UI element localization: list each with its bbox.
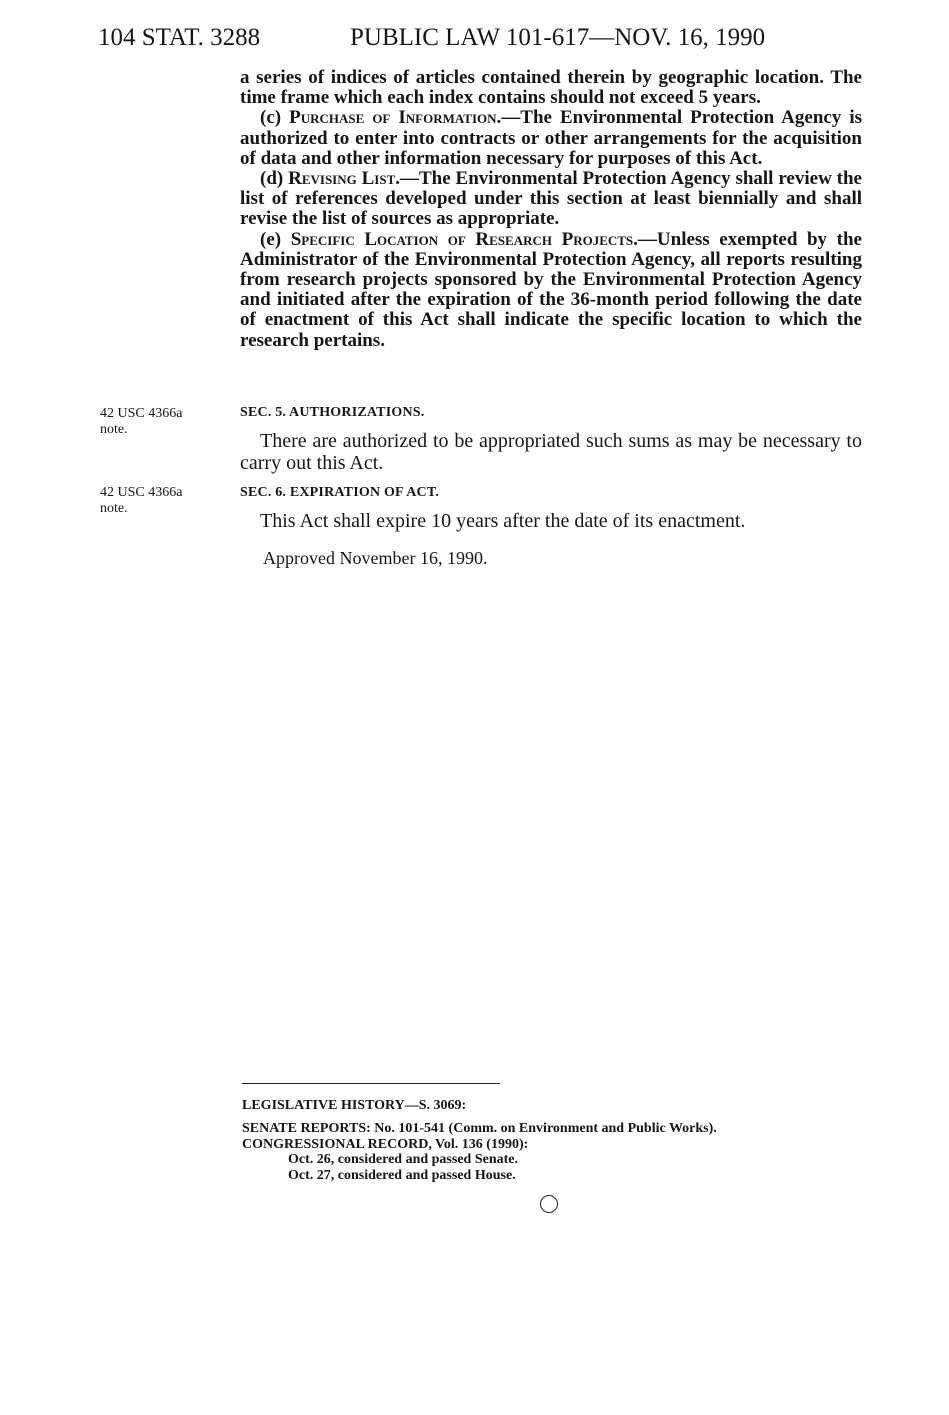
history-entry: Oct. 26, considered and passed Senate. (288, 1152, 518, 1167)
legislative-history-details (242, 1121, 717, 1183)
continued-paragraph: a series of indices of articles contained therein by geographic location. The time frame which each index contains should not exceed 5 years. (240, 67, 862, 109)
legislative-history-title: LEGISLATIVE HISTORY—S. 3069: (242, 1098, 467, 1113)
subsection-e: (e) Specific Location of Research Projects.—Unless exempted by the Administrator of the Environmental Protection Agency, all reports resulting from research projects sponsored by the Environmental Protection Agency and initiated after the expiration of the 36-month period following the date of enactment of this Act shall indicate the specific location to which the research pertains. (240, 228, 862, 351)
main-text (240, 68, 862, 351)
end-of-law-mark (540, 1195, 558, 1213)
subsection-d: (d) Revising List.—The Environmental Protection Agency shall review the list of references developed under this section at least biennially and shall revise the list of sources as appropriate. (240, 168, 862, 230)
subsection-c: (c) Purchase of Information.—The Environmental Protection Agency is authorized to enter into contracts or other arrangements for the acquisition of data and other information necessary for purposes of this Act. (240, 107, 863, 169)
approved-date: Approved November 16, 1990. (263, 548, 488, 568)
subsection-c-heading: Purchase of Information. (289, 107, 502, 129)
subsection-d-heading: Revising List. (288, 168, 400, 190)
sec5-heading: SEC. 5. AUTHORIZATIONS. (240, 405, 425, 420)
sec6-text: This Act shall expire 10 years after the date of its enactment. (260, 510, 746, 532)
footnote-rule (242, 1083, 500, 1084)
public-law-title: PUBLIC LAW 101-617—NOV. 16, 1990 (350, 24, 766, 51)
history-entry: Oct. 27, considered and passed House. (288, 1167, 516, 1183)
sec5-text: There are authorized to be appropriated such sums as may be necessary to carry out this Act. (240, 430, 862, 474)
sec6-margin-note: 42 USC 4366a note. (100, 485, 183, 516)
stat-page-number: 104 STAT. 3288 (98, 24, 261, 51)
senate-reports: SENATE REPORTS: No. 101-541 (Comm. on Environment and Public Works). (242, 1121, 717, 1136)
sec5-margin-note: 42 USC 4366a note. (100, 406, 183, 437)
subsection-e-heading: Specific Location of Research Projects. (290, 228, 638, 250)
sec6-heading: SEC. 6. EXPIRATION OF ACT. (240, 485, 440, 500)
congressional-record: CONGRESSIONAL RECORD, Vol. 136 (1990): (242, 1136, 529, 1152)
